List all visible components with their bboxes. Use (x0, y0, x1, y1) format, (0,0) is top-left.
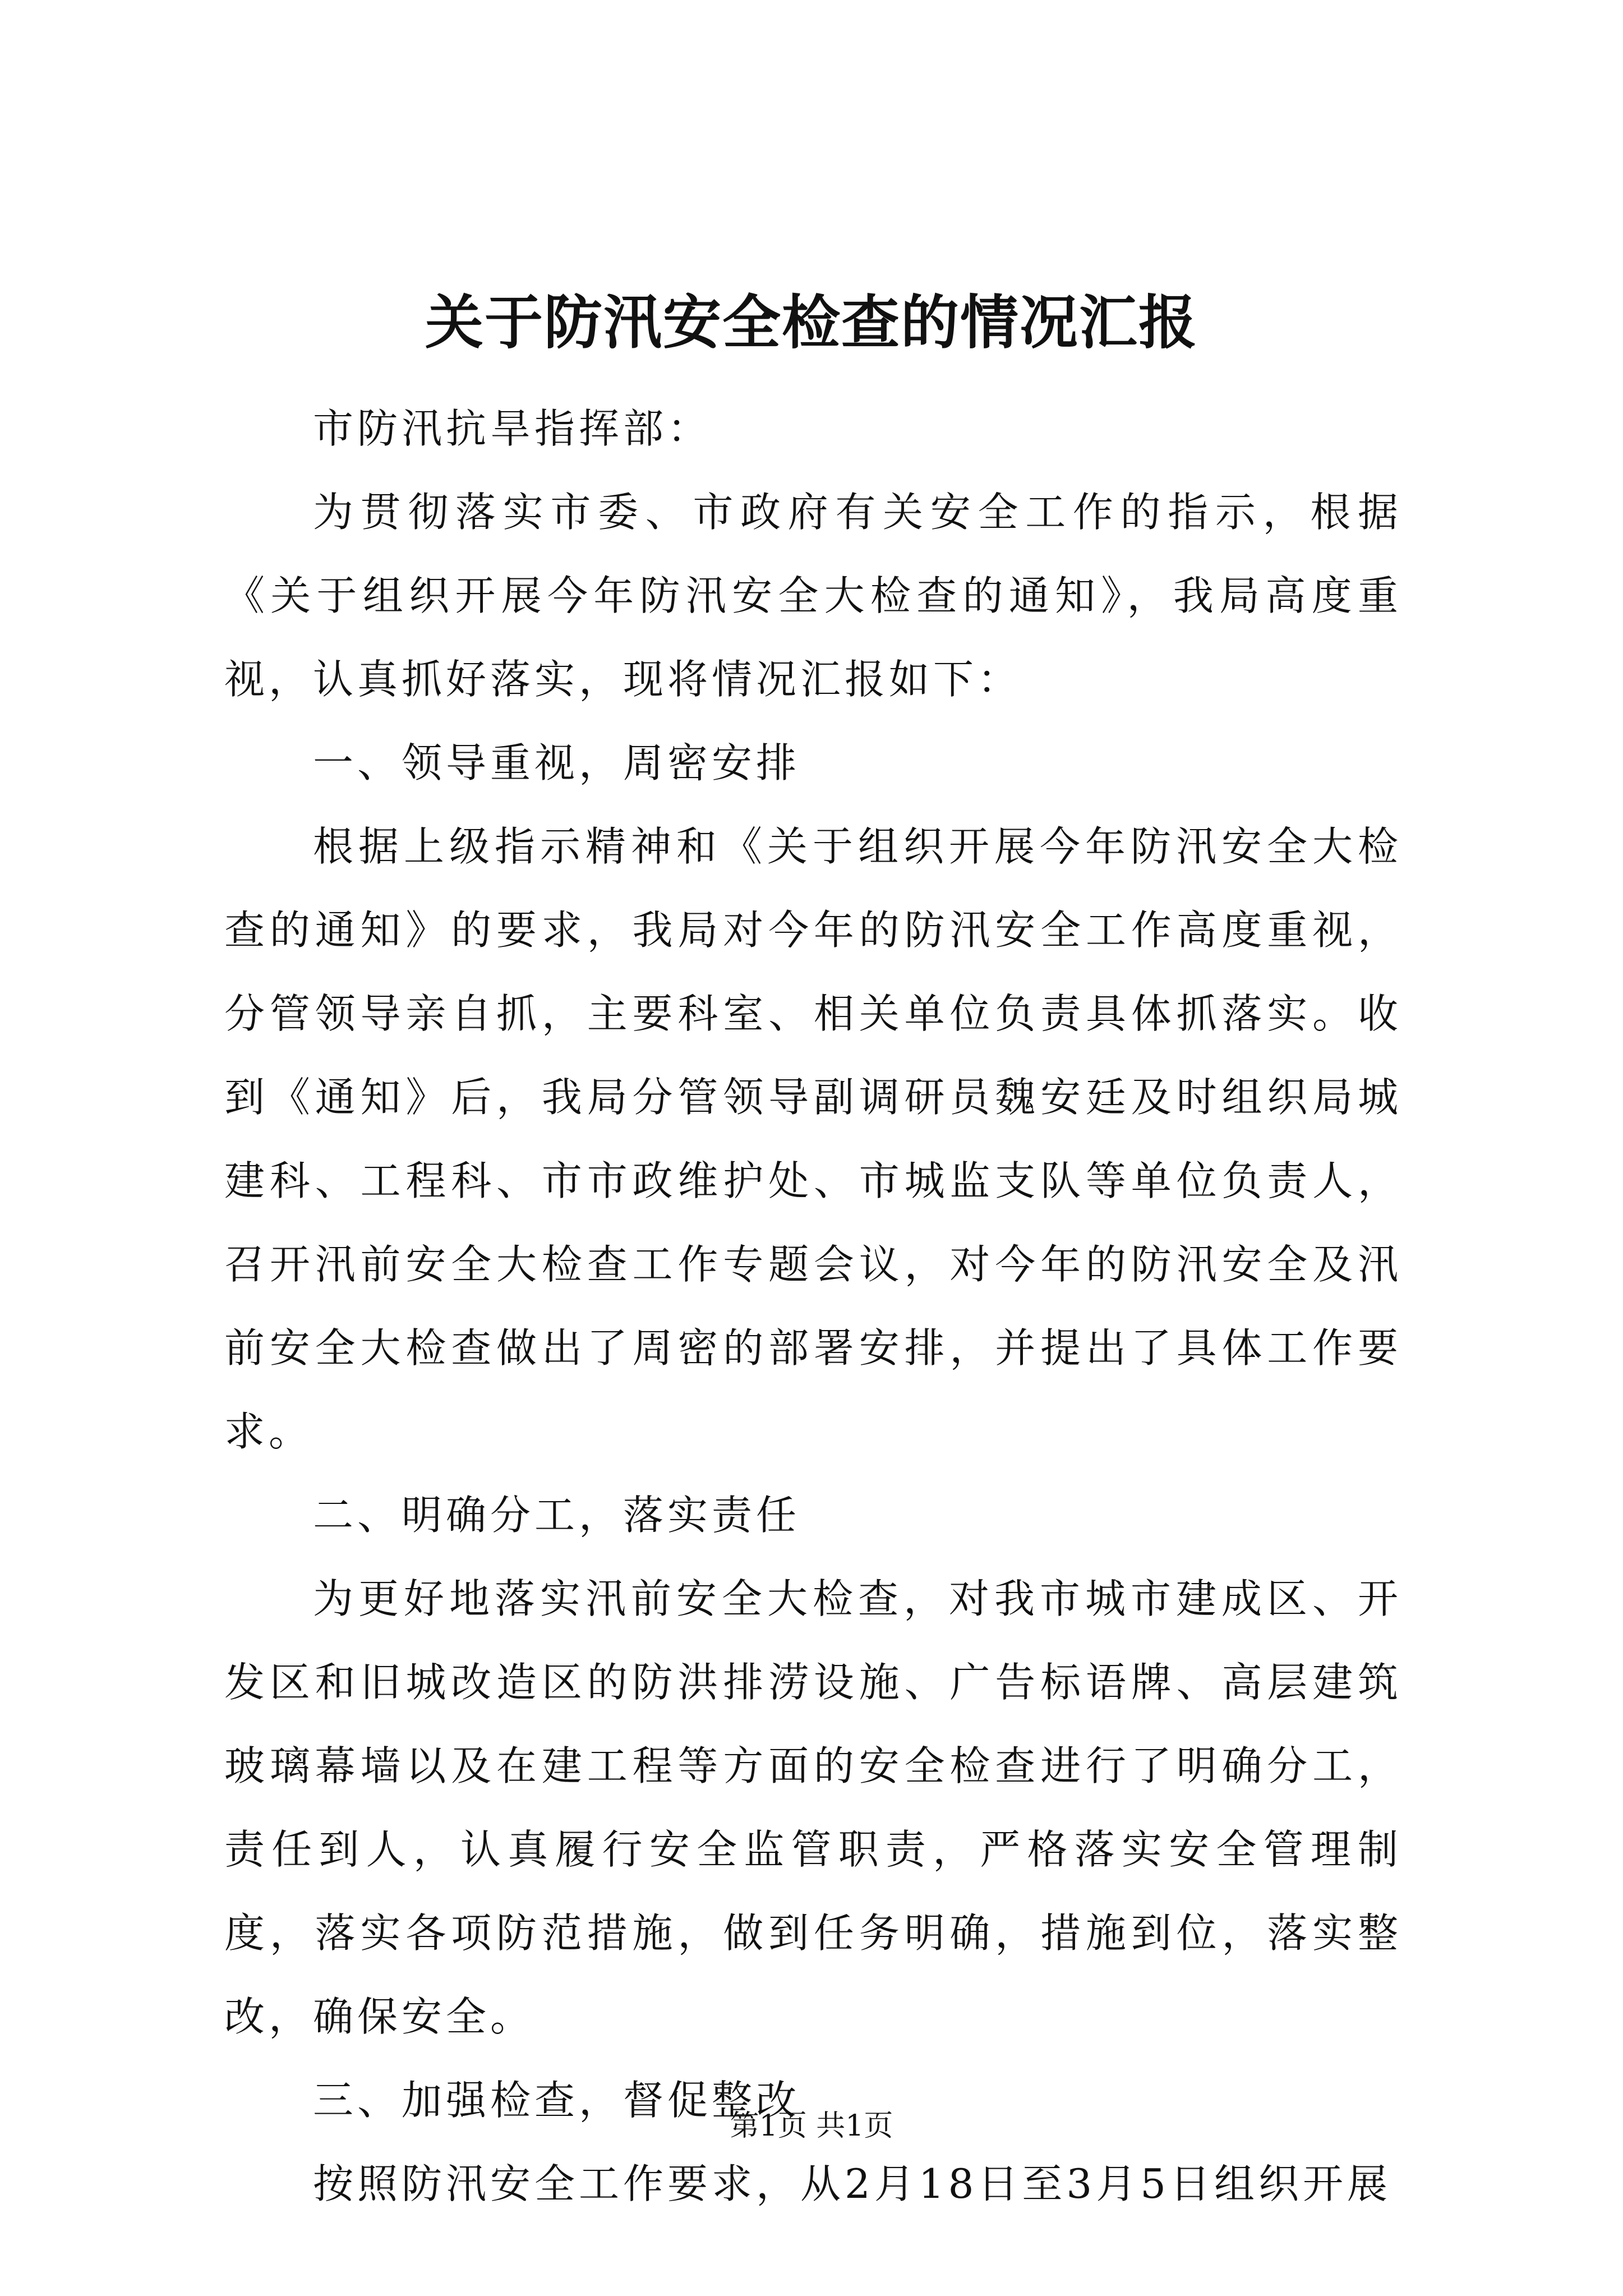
page-footer: 第1页 共1页 (730, 2109, 893, 2143)
section-2-paragraph: 为更好地落实汛前安全大检查，对我市城市建成区、开发区和旧城改造区的防洪排涝设施、广告标语牌、高层建筑玻璃幕墙以及在建工程等方面的安全检查进行了明确分工，责任到人，认真履行安全监管职责，严格落实安全管理制度，落实各项防范措施，做到任务明确，措施到位，落实整改，确保安全。 (224, 1575, 1402, 2040)
section-1-paragraph: 根据上级指示精神和《关于组织开展今年防汛安全大检查的通知》的要求，我局对今年的防汛安全工作高度重视，分管领导亲自抓，主要科室、相关单位负责具体抓落实。收到《通知》后，我局分管领导副调研员魏安廷及时组织局城建科、工程科、市市政维护处、市城监支队等单位负责人，召开汛前安全大检查工作专题会议，对今年的防汛安全及汛前安全大检查做出了周密的部署安排，并提出了具体工作要求。 (224, 823, 1402, 1455)
intro-paragraph: 为贯彻落实市委、市政府有关安全工作的指示，根据《关于组织开展今年防汛安全大检查的通知》，我局高度重视，认真抓好落实，现将情况汇报如下： (224, 489, 1402, 703)
document-title: 关于防汛安全检查的情况汇报 (425, 288, 1198, 357)
document-body (224, 387, 1402, 2226)
section-3-paragraph: 按照防汛安全工作要求，从2月18日至3月5日组织开展 (313, 2160, 1392, 2207)
section-heading-3: 三、加强检查，督促整改 (313, 2077, 801, 2124)
section-heading-2: 二、明确分工，落实责任 (313, 1492, 801, 1539)
salutation: 市防汛抗旱指挥部： (313, 405, 712, 452)
section-heading-1: 一、领导重视，周密安排 (313, 739, 801, 786)
